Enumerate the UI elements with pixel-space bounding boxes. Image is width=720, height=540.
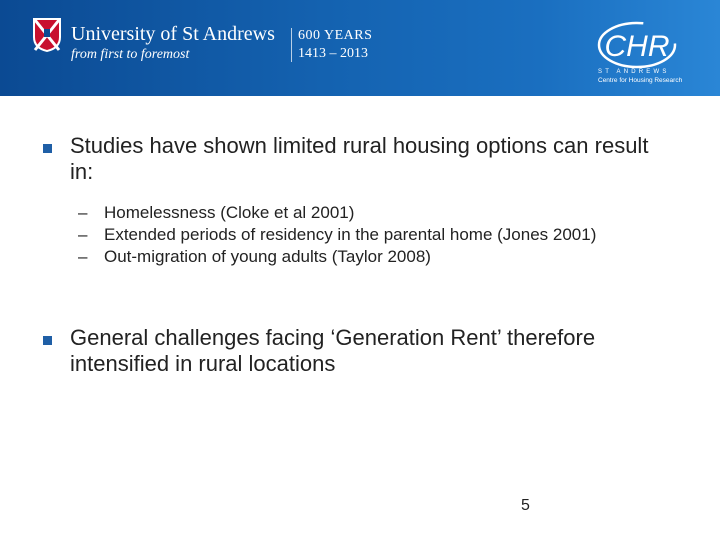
chr-logo-caption: Centre for Housing Research <box>598 77 683 84</box>
slide-header <box>0 0 720 96</box>
chr-logo-text: CHR <box>604 30 670 63</box>
sub-bullet-text: Extended periods of residency in the parental home (Jones 2001) <box>104 225 597 244</box>
sub-bullet-text: Homelessness (Cloke et al 2001) <box>104 203 355 222</box>
university-motto: from first to foremost <box>71 47 190 62</box>
page-number: 5 <box>521 497 530 514</box>
bullet-text-1: Studies have shown limited rural housing options can result in: <box>70 133 649 184</box>
sub-bullet-item <box>78 246 698 268</box>
sub-bullet-item <box>78 224 698 246</box>
bullet-marker <box>43 144 52 153</box>
bullet-text-2: General challenges facing ‘Generation Rent’ therefore intensified in rural locations <box>70 325 596 376</box>
university-name: University of St Andrews <box>71 23 275 45</box>
sub-bullet-list <box>78 202 698 268</box>
dash-marker: – <box>78 203 88 222</box>
university-crest-icon <box>32 17 62 53</box>
dash-marker: – <box>78 247 88 266</box>
slide-body <box>0 96 720 540</box>
dash-marker: – <box>78 225 88 244</box>
anniversary-dates: 1413 – 2013 <box>298 46 368 61</box>
bullet-marker <box>43 336 52 345</box>
sub-bullet-item <box>78 202 698 224</box>
chr-logo-subtitle: ST ANDREWS <box>598 69 670 75</box>
header-divider <box>291 28 292 62</box>
sub-bullet-text: Out-migration of young adults (Taylor 2008) <box>104 247 431 266</box>
anniversary-years: 600 YEARS <box>298 28 373 43</box>
